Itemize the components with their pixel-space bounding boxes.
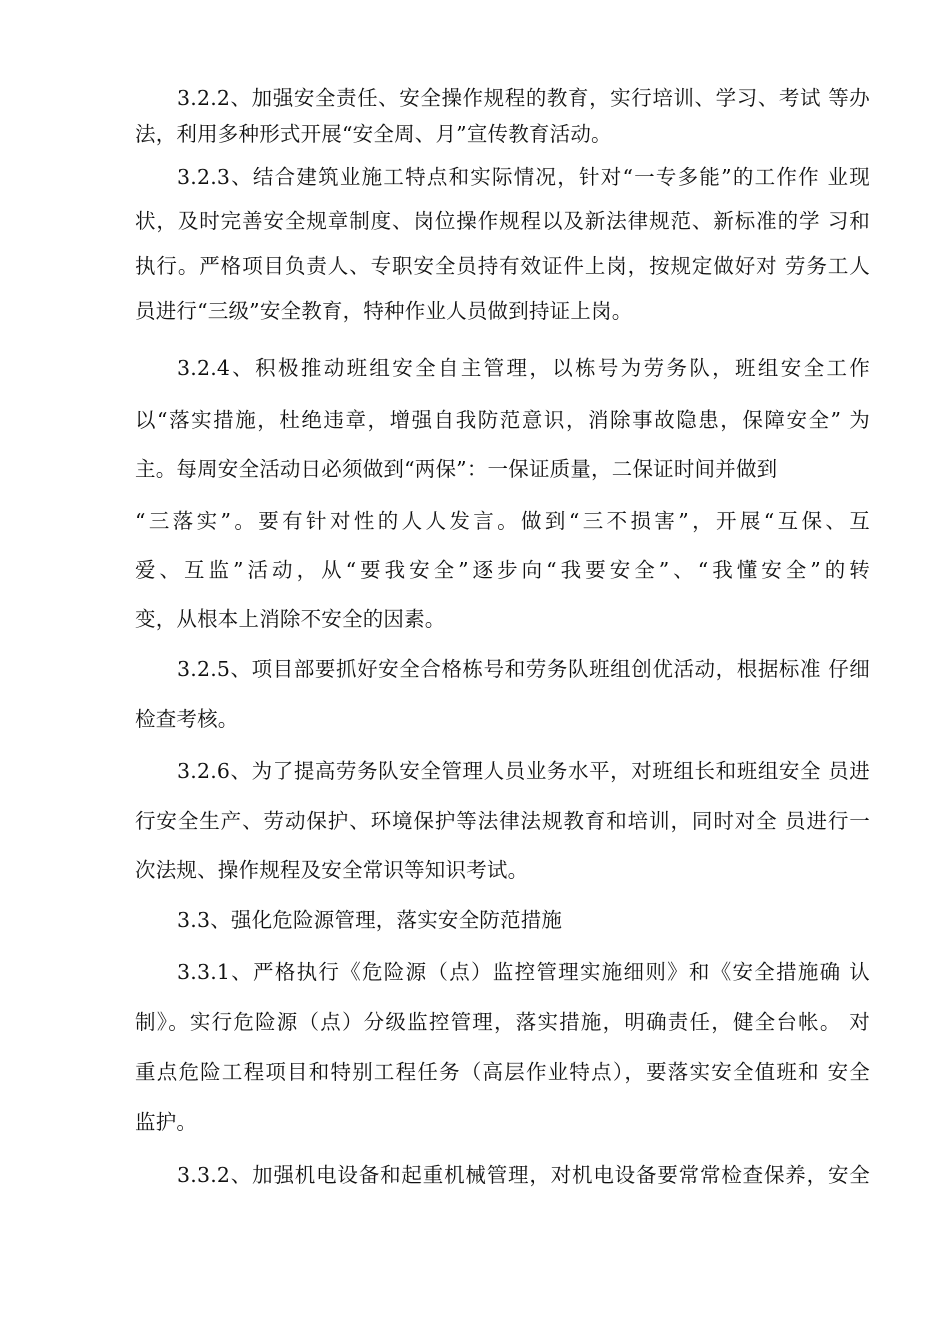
paragraph-3-2-3-line-4: 员进行“三级”安全教育，特种作业人员做到持证上岗。 [135,299,633,323]
paragraph-3-3-1-line-2: 制》。实行危险源（点）分级监控管理，落实措施，明确责任，健全台帐。 对 [135,1010,870,1034]
paragraph-3-2-4-line-1: 3.2.4、积极推动班组安全自主管理，以栋号为劳务队，班组安全工作 [177,356,870,380]
paragraph-3-2-3-line-1: 3.2.3、结合建筑业施工特点和实际情况，针对“一专多能”的工作作 业现 [177,165,870,189]
paragraph-3-2-2-line-1: 3.2.2、加强安全责任、安全操作规程的教育，实行培训、学习、考试 等办 [177,86,870,110]
paragraph-3-2-5-line-1: 3.2.5、项目部要抓好安全合格栋号和劳务队班组创优活动，根据标准 仔细 [177,657,870,681]
paragraph-3-2-3-line-2: 状，及时完善安全规章制度、岗位操作规程以及新法律规范、新标准的学 习和 [135,209,870,233]
paragraph-3-2-6-line-2: 行安全生产、劳动保护、环境保护等法律法规教育和培训，同时对全 员进行一 [135,809,870,833]
paragraph-3-2-3-line-3: 执行。严格项目负责人、专职安全员持有效证件上岗，按规定做好对 劳务工人 [135,254,870,278]
paragraph-3-2-4-line-4: “三落实”。要有针对性的人人发言。做到“三不损害”，开展“互保、互 [135,509,870,533]
paragraph-3-2-6-line-1: 3.2.6、为了提高劳务队安全管理人员业务水平，对班组长和班组安全 员进 [177,759,870,783]
paragraph-3-2-4-line-5: 爱、互监”活动，从“要我安全”逐步向“我要安全”、“我懂安全”的转 [135,558,870,582]
paragraph-3-2-4-line-2: 以“落实措施，杜绝违章，增强自我防范意识，消除事故隐患，保障安全” 为 [135,408,870,432]
paragraph-3-3-1-line-1: 3.3.1、严格执行《危险源（点）监控管理实施细则》和《安全措施确 认 [177,960,870,984]
paragraph-3-3-1-line-3: 重点危险工程项目和特别工程任务（高层作业特点），要落实安全值班和 安全 [135,1060,870,1084]
paragraph-3-2-6-line-3: 次法规、操作规程及安全常识等知识考试。 [135,858,529,882]
section-heading-3-3: 3.3、强化危险源管理，落实安全防范措施 [177,908,563,932]
paragraph-3-2-4-line-3: 主。每周安全活动日必须做到“两保”：一保证质量，二保证时间并做到 [135,457,778,481]
paragraph-3-2-5-line-2: 检查考核。 [135,707,239,731]
paragraph-3-3-1-line-4: 监护。 [135,1110,198,1134]
paragraph-3-2-2-line-2: 法，利用多种形式开展“安全周、月”宣传教育活动。 [135,122,612,146]
paragraph-3-3-2-line-1: 3.3.2、加强机电设备和起重机械管理，对机电设备要常常检查保养，安全 [177,1163,870,1187]
paragraph-3-2-4-line-6: 变，从根本上消除不安全的因素。 [135,607,446,631]
